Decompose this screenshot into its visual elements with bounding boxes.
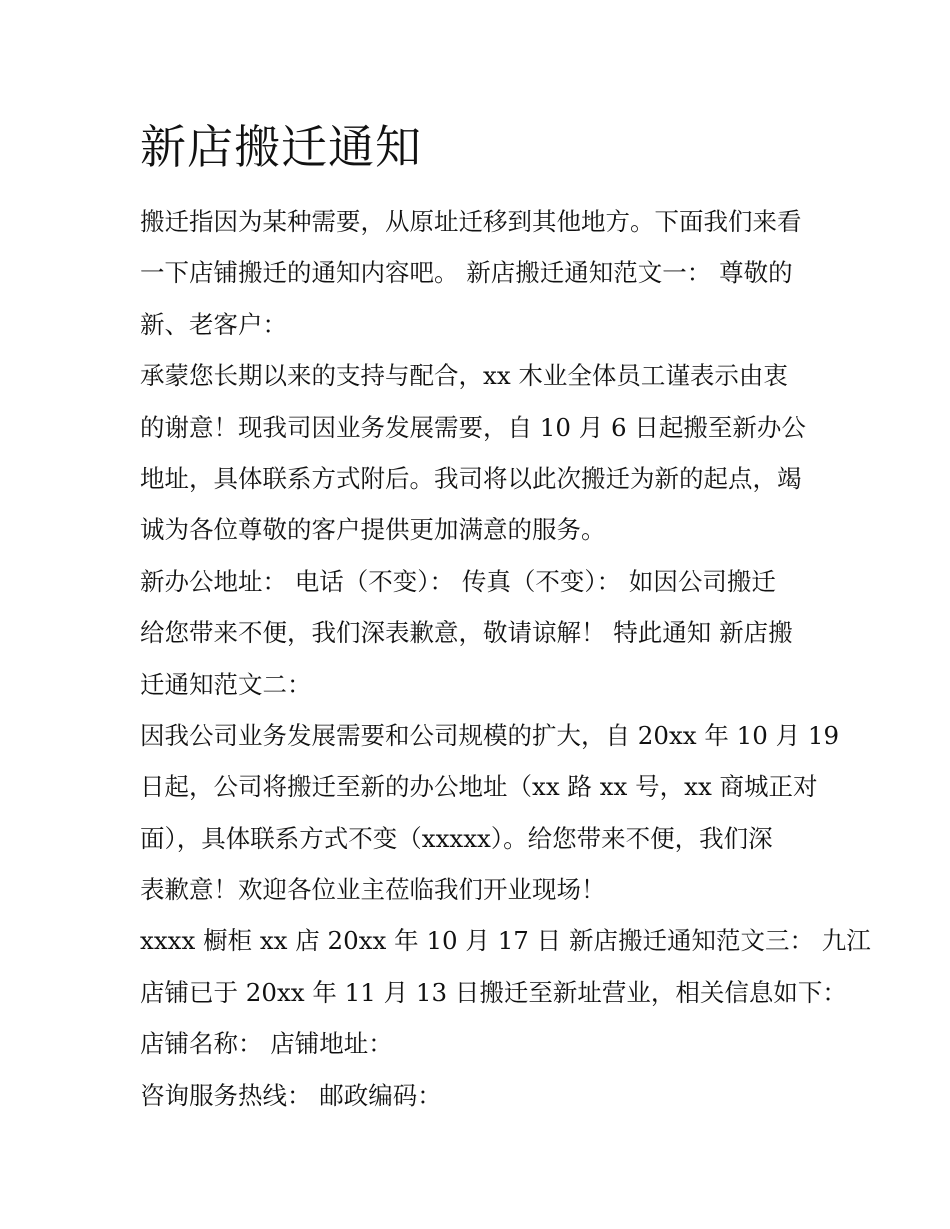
text-line: 面），具体联系方式不变（xxxxx）。给您带来不便，我们深 — [140, 823, 773, 853]
text-line: 表歉意！欢迎各位业主莅临我们开业现场！ — [140, 875, 606, 905]
text-line: 因我公司业务发展需要和公司规模的扩大，自 20xx 年 10 月 19 — [140, 720, 840, 750]
document-body — [140, 196, 871, 1121]
text-line: 新办公地址： 电话（不变）： 传真（不变）： 如因公司搬迁 — [140, 566, 776, 596]
text-line: 新、老客户： — [140, 309, 287, 339]
text-line: 诚为各位尊敬的客户提供更加满意的服务。 — [140, 515, 606, 545]
text-line: 地址，具体联系方式附后。我司将以此次搬迁为新的起点，竭 — [140, 463, 802, 493]
text-line: 给您带来不便，我们深表歉意，敬请谅解！ 特此通知 新店搬 — [140, 618, 793, 648]
text-line: 迁通知范文二： — [140, 669, 312, 699]
document-title: 新店搬迁通知 — [140, 120, 422, 174]
text-line: 店铺已于 20xx 年 11 月 13 日搬迁至新址营业，相关信息如下： — [140, 977, 847, 1007]
text-line: 搬迁指因为某种需要，从原址迁移到其他地方。下面我们来看 — [140, 207, 802, 236]
text-line: 咨询服务热线： 邮政编码： — [140, 1080, 442, 1110]
text-line: 承蒙您长期以来的支持与配合，xx 木业全体员工谨表示由衷 — [140, 361, 788, 391]
text-line: 店铺名称： 店铺地址： — [140, 1029, 393, 1059]
text-line: 日起，公司将搬迁至新的办公地址（xx 路 xx 号，xx 商城正对 — [140, 772, 818, 802]
text-line: 一下店铺搬迁的通知内容吧。 新店搬迁通知范文一： 尊敬的 — [140, 258, 793, 288]
text-line: xxxx 橱柜 xx 店 20xx 年 10 月 17 日 新店搬迁通知范文三： 九江 — [140, 926, 871, 956]
text-line: 的谢意！现我司因业务发展需要，自 10 月 6 日起搬至新办公 — [140, 412, 806, 442]
